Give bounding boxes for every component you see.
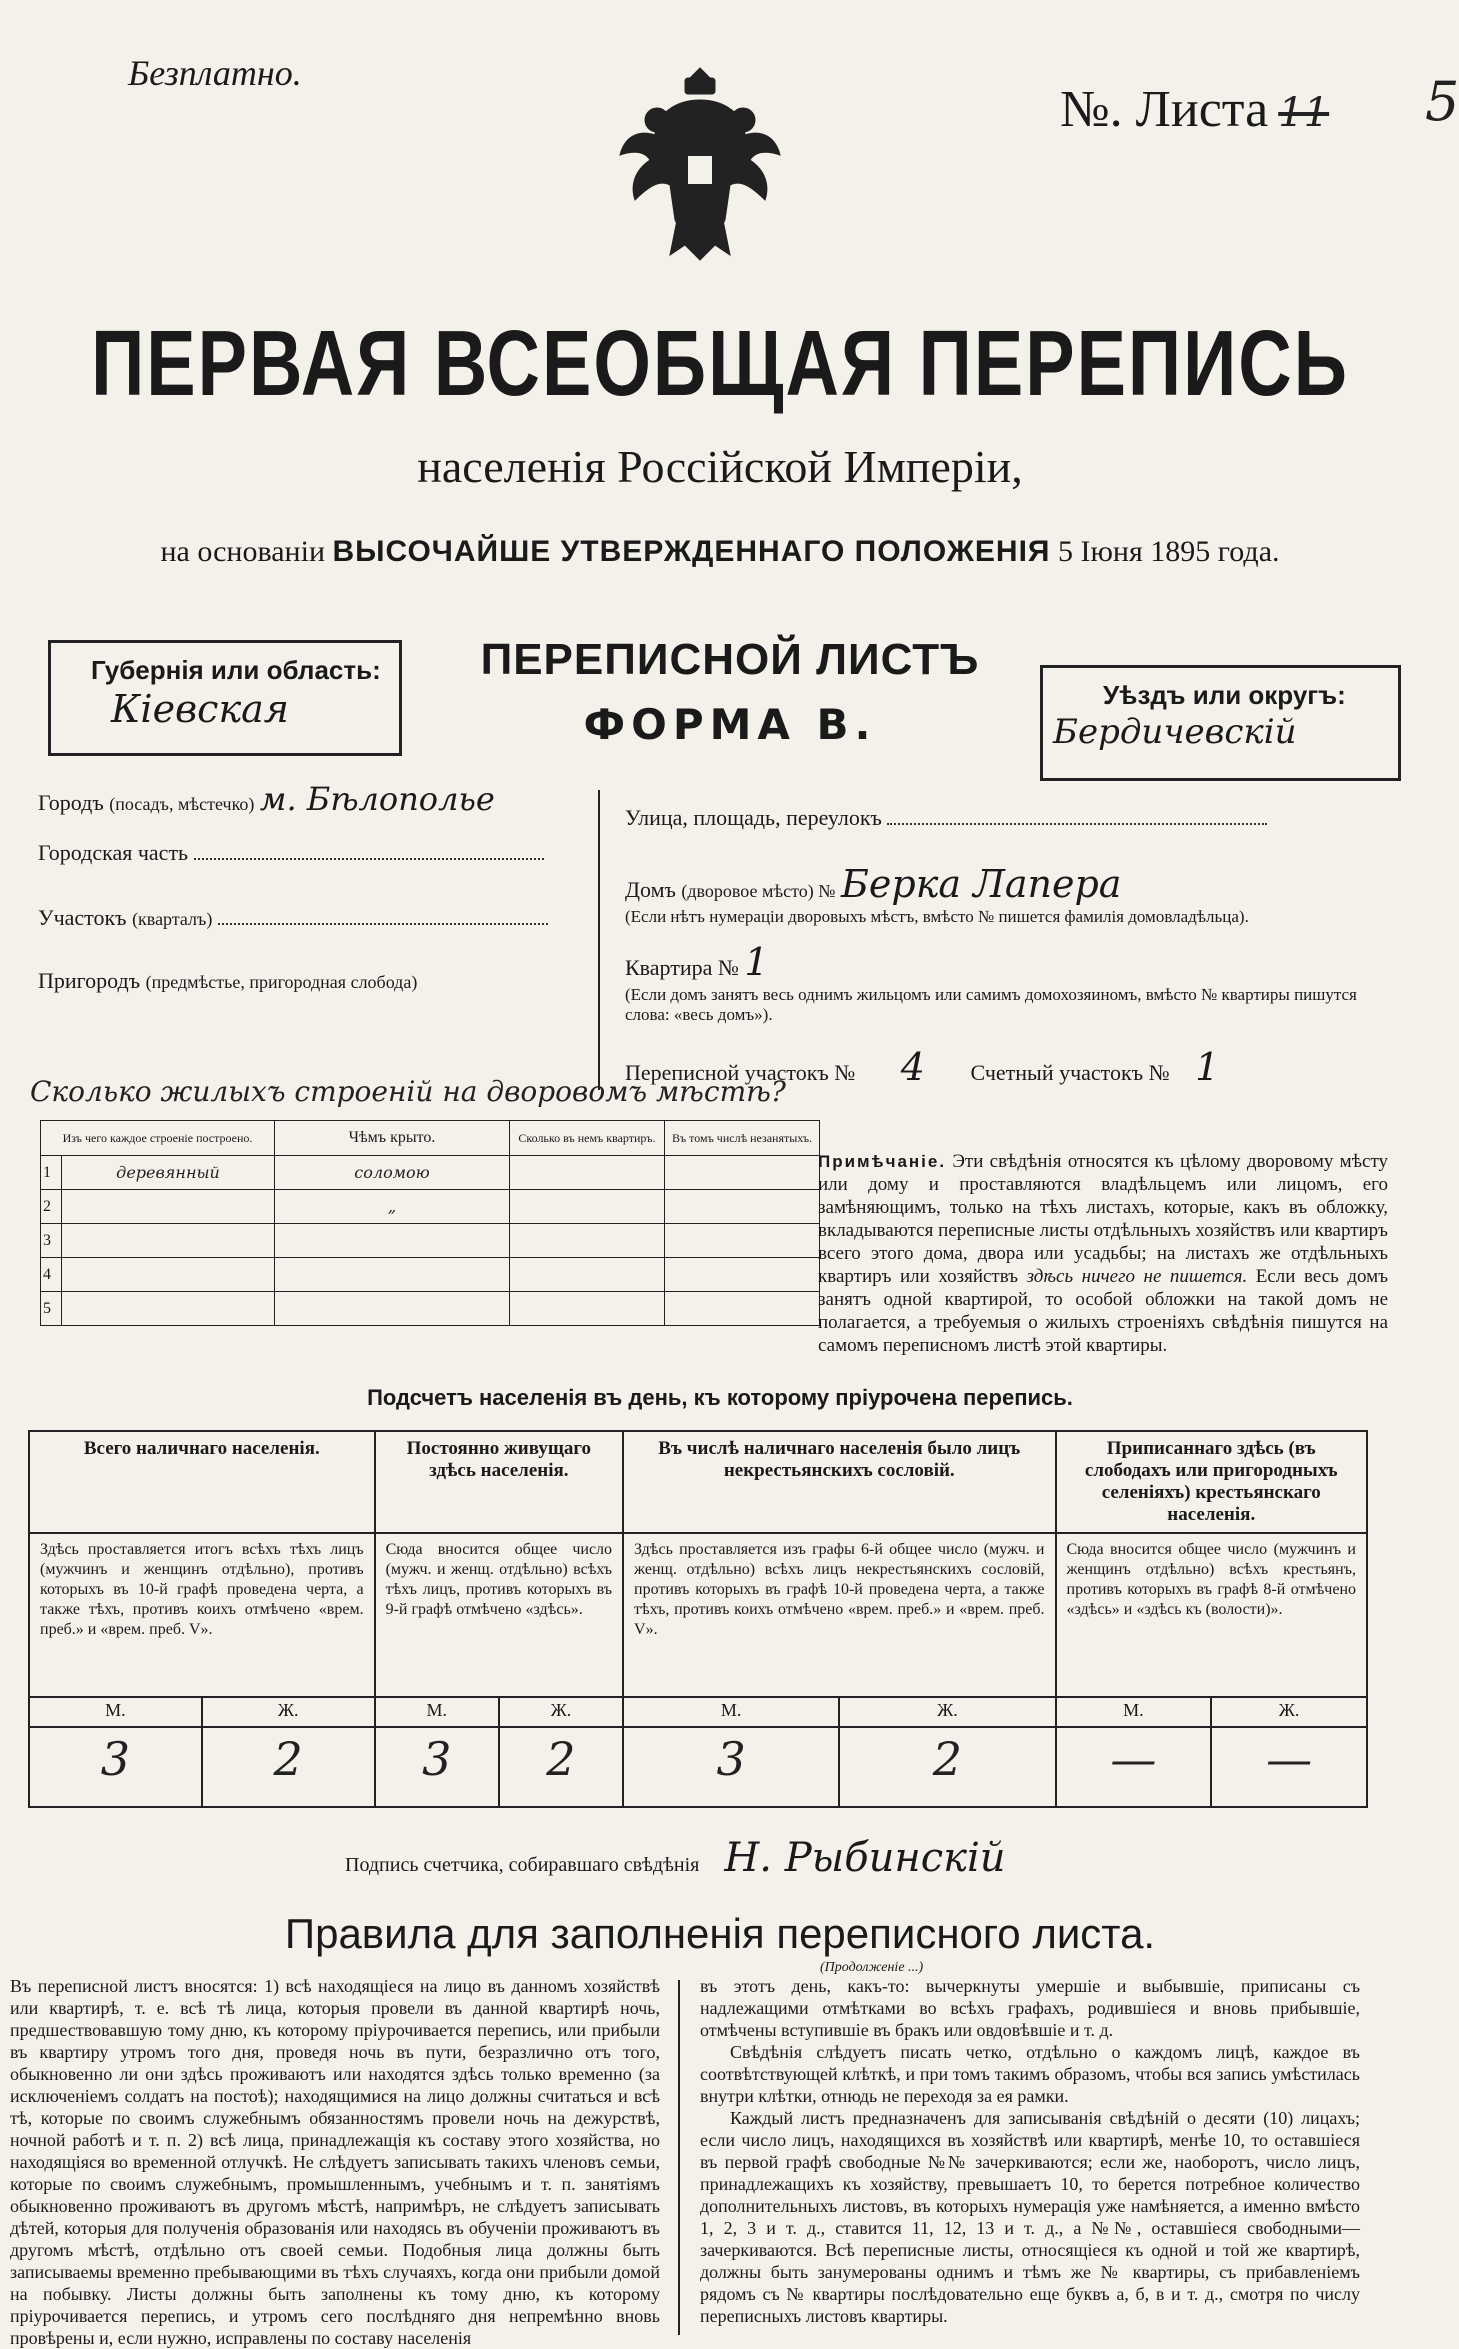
street-label: Улица, площадь, переулокъ — [625, 805, 882, 830]
bldg-roof — [275, 1292, 510, 1326]
bldg-apartments — [510, 1190, 665, 1224]
dom-value: Берка Лапера — [840, 862, 1122, 906]
note-block — [818, 1150, 1388, 1357]
form-title: ПЕРЕПИСНОЙ ЛИСТЪ — [480, 635, 980, 684]
rules-continued: (Продолженіе ...) — [820, 1960, 924, 1975]
field-divider — [598, 790, 600, 1090]
note-text: Эти свѣдѣнія относятся къ цѣлому дворовому мѣсту или дому и проставляются владѣльцемъ или лицомъ, его замѣняющимъ, только на тѣхъ листахъ, которые, какъ въ обложку, вкладываются переписные листы отдѣльныхъ хозяйствъ или квартиръ всего этого дома, двора или усадьбы; на листахъ же отдѣльныхъ квартиръ или хозяйствъ — [818, 1151, 1389, 1287]
buildings-question: Сколько жилыхъ строеній на дворовомъ мѣстѣ? — [30, 1075, 786, 1108]
pop-zh-label: Ж. — [839, 1697, 1055, 1727]
bldg-row — [41, 1156, 820, 1190]
bldg-roof — [275, 1258, 510, 1292]
sheet-number-label: №. Листа — [1060, 81, 1269, 138]
rules-right-p3: Каждый листъ предназначенъ для записыванія свѣдѣній о десяти (10) лицахъ; если число лицъ, находящихся въ хозяйствѣ или квартирѣ, менѣе 10, то оставшіеся въ первой графѣ свободные №№ зачеркиваются; если же, наоборотъ, число лицъ, принадлежащихъ къ хозяйству, превышаетъ 10, то берется потребное количество дополнительныхъ листовъ, въ которыхъ нумерація уже намѣняется, а именно вмѣсто 1, 2, 3 и т. д., ставится 11, 12, 13 и т. д., а №№, оставшіеся свободными—зачеркиваются. Всѣ переписные листы, относящіеся къ одной и той же квартирѣ, должны быть занумерованы однимъ и тѣмъ же № квартиры, съ прибавленіемъ рядомъ съ № квартиры послѣдовательно еще буквъ а, б, в и т. д., смотря по числу переписныхъ листовъ квартиры. — [700, 2108, 1360, 2326]
bldg-row — [41, 1258, 820, 1292]
basis-suffix: 5 Іюня 1895 года. — [1057, 535, 1280, 568]
uezd-box — [1040, 665, 1401, 781]
bldg-material: деревянный — [62, 1156, 275, 1190]
uezd-value: Бердичевскій — [1053, 712, 1297, 752]
chast-dots — [194, 858, 544, 860]
bldg-material — [62, 1292, 275, 1326]
kvartira-label: Квартира № — [625, 955, 739, 980]
gorod-field — [38, 780, 495, 818]
pop-permanent-zh: 2 — [499, 1727, 623, 1807]
pop-zh-label: Ж. — [1211, 1697, 1367, 1727]
bldg-row-num: 2 — [41, 1190, 62, 1224]
sheet-number-struck: 11 — [1278, 90, 1330, 136]
perepisnoy-value: 4 — [900, 1045, 925, 1089]
bldg-roof — [275, 1224, 510, 1258]
schetny-value: 1 — [1195, 1045, 1220, 1089]
pop-m-label: М. — [623, 1697, 839, 1727]
prigorod-field — [38, 968, 417, 994]
gubernia-value: Кіевская — [111, 687, 289, 731]
page-title: ПЕРВАЯ ВСЕОБЩАЯ ПЕРЕПИСЬ — [91, 311, 1349, 415]
pop-col-nonpeasant-title: Въ числѣ наличнаго населенія было лицъ некрестьянскихъ сословій. — [623, 1431, 1055, 1533]
bldg-col-roof: Чѣмъ крыто. — [275, 1121, 510, 1156]
street-field — [625, 805, 1267, 831]
rules-right-p1: въ этотъ день, какъ-то: вычеркнуты умершіе и выбывшіе, приписаны съ надлежащими отмѣтками во всѣхъ графахъ, родившіеся и вновь прибывшіе, отмѣчены вступившіе въ бракъ или овдовѣвшіе и т. д. — [700, 1976, 1360, 2040]
bldg-roof: „ — [275, 1190, 510, 1224]
bldg-material — [62, 1224, 275, 1258]
signature-value: Н. Рыбинскій — [724, 1835, 1006, 1881]
free-label: Безплатно. — [128, 53, 302, 93]
rules-left-column: Въ переписной листъ вносятся: 1) всѣ находящіеся на лицо въ данномъ хозяйствѣ или квартирѣ, т. е. всѣ тѣ лица, которыя провели въ данной квартирѣ ночь, предшествовавшую тому дню, къ которому пріурочивается перепись, или прибыли въ квартиру утромъ того дня, проведя ночь въ пути, безразлично отъ того, обыкновенно ли они здѣсь проживаютъ или находятся здѣсь только временно (за исключеніемъ солдатъ на постоѣ); находящимися на лицо должны считаться и всѣ тѣ, которые по своимъ служебнымъ обязанностямъ провели ночь на дежурствѣ, ночной работѣ и т. п. 2) всѣ лица, принадлежащія къ составу этого хозяйства, но находящіяся во временной отлучкѣ. Не слѣдуетъ записывать такихъ членовъ семьи, которые по своимъ служебнымъ, промышленнымъ, учебнымъ и т. п. занятіямъ обыкновенно проживаютъ въ другомъ мѣстѣ, напримѣръ, не слѣдуетъ записывать дѣтей, которыя для полученія образованія или находясь въ обученіи проживаютъ въ другомъ мѣстѣ, отдѣльно отъ своей семьи. Подобныя лица должны быть записываемы временно пребывающими въ тѣхъ случаяхъ, когда они прибыли домой на побывку. Листы должны быть заполнены къ тому дню, къ которому пріурочивается перепись, и утромъ сего послѣдняго дня непремѣнно вновь провѣрены и, если нужно, исправлены по составу населенія — [10, 1976, 660, 2348]
bldg-material — [62, 1258, 275, 1292]
bldg-apartments — [510, 1292, 665, 1326]
uchastok-label: Участокъ — [38, 905, 127, 930]
bldg-row-num: 1 — [41, 1156, 62, 1190]
rules-title: Правила для заполненія переписного листа. — [284, 1910, 1156, 1957]
chast-label: Городская часть — [38, 840, 189, 865]
basis-prefix: на основаніи — [160, 535, 326, 568]
sheet-number — [1060, 70, 1459, 139]
pop-col-nonpeasant-desc: Здѣсь проставляется изъ графы 6-й общее число (мужч. и женщ. отдѣльно) всѣхъ лицъ некрестьянскихъ сословій, противъ которыхъ въ графѣ 10-й проведена черта, а также тѣхъ, противъ коихъ отмѣчено «врем. преб.» и «врем. преб. V». — [623, 1533, 1055, 1697]
bldg-vacant — [665, 1258, 820, 1292]
kvartira-field — [625, 940, 769, 984]
schetny-label: Счетный участокъ № — [970, 1060, 1170, 1085]
bldg-vacant — [665, 1224, 820, 1258]
pop-nonpeasant-m: 3 — [623, 1727, 839, 1807]
rules-right-p2: Свѣдѣнія слѣдуетъ писать четко, отдѣльно о каждомъ лицѣ, каждое въ соотвѣтствующей клѣткѣ, и при томъ такимъ образомъ, чтобы вся запись умѣстилась внутри клѣтки, отнюдь не переходя за ея рамки. — [700, 2042, 1360, 2106]
gubernia-box — [48, 640, 402, 756]
signature-label: Подпись счетчика, собиравшаго свѣдѣнія — [345, 1854, 700, 1876]
double-headed-eagle-emblem — [615, 60, 785, 270]
gorod-label: Городъ — [38, 790, 104, 815]
pop-m-label: М. — [29, 1697, 202, 1727]
note-italic: здѣсь ничего не пишется. — [1026, 1266, 1248, 1287]
pop-col-peasant-title: Приписаннаго здѣсь (въ слободахъ или пригородныхъ селеніяхъ) крестьянскаго населенія. — [1056, 1431, 1368, 1533]
bldg-row-num: 4 — [41, 1258, 62, 1292]
pop-nonpeasant-zh: 2 — [839, 1727, 1055, 1807]
bldg-vacant — [665, 1292, 820, 1326]
pop-total-m: 3 — [29, 1727, 202, 1807]
pop-m-label: М. — [1056, 1697, 1212, 1727]
bldg-row — [41, 1224, 820, 1258]
pop-col-total-title: Всего наличнаго населенія. — [29, 1431, 375, 1533]
note-text2: Если весь домъ занятъ одной квартирой, то особой обложки на такой домъ не полагается, а требуемыя о жилыхъ строеніяхъ свѣдѣнія пишутся на самомъ переписномъ листѣ этой квартиры. — [818, 1266, 1389, 1356]
bldg-apartments — [510, 1156, 665, 1190]
bldg-row — [41, 1190, 820, 1224]
form-subtitle: ФОРМА В. — [583, 700, 877, 749]
bldg-vacant — [665, 1156, 820, 1190]
pop-peasant-zh: — — [1211, 1727, 1367, 1807]
kvartira-value: 1 — [744, 940, 769, 984]
pop-m-label: М. — [375, 1697, 499, 1727]
bldg-col-material: Изъ чего каждое строеніе построено. — [41, 1121, 275, 1156]
bldg-apartments — [510, 1224, 665, 1258]
street-dots — [887, 823, 1267, 825]
page-subtitle: населенія Россійской Имперіи, — [417, 441, 1023, 492]
chast-field — [38, 840, 544, 866]
pop-col-total-desc: Здѣсь проставляется итогъ всѣхъ тѣхъ лицъ (мужчинъ и женщинъ отдѣльно), противъ которыхъ въ 10-й графѣ проведена черта, а также тѣхъ, противъ коихъ отмѣчено «врем. преб.» и «врем. преб. V». — [29, 1533, 375, 1697]
sheet-number-value: 5 — [1425, 70, 1459, 133]
prigorod-label: Пригородъ — [38, 968, 141, 993]
pop-col-permanent-desc: Сюда вносится общее число (мужч. и женщ. отдѣльно) всѣхъ тѣхъ лицъ, противъ которыхъ въ 9-й графѣ отмѣчено «здѣсь». — [375, 1533, 623, 1697]
bldg-row-num: 3 — [41, 1224, 62, 1258]
bldg-material — [62, 1190, 275, 1224]
prigorod-sub: (предмѣстье, пригородная слобода) — [145, 972, 418, 992]
dom-label: Домъ — [625, 877, 676, 902]
dom-sub: (дворовое мѣсто) № — [681, 881, 836, 901]
pop-total-zh: 2 — [202, 1727, 375, 1807]
pop-col-peasant-desc: Сюда вносится общее число (мужчинъ и женщинъ отдѣльно) всѣхъ крестьянъ, противъ которыхъ въ графѣ 8-й отмѣчено «здѣсь» и «здѣсь къ (волости)». — [1056, 1533, 1368, 1697]
perepisnoy-label: Переписной участокъ № — [625, 1060, 856, 1085]
bldg-row-num: 5 — [41, 1292, 62, 1326]
kvartira-note: (Если домъ занятъ весь однимъ жильцомъ или самимъ домохозяиномъ, вмѣсто № квартиры пишутся слова: «весь домъ»). — [625, 985, 1357, 1024]
population-heading: Подсчетъ населенія въ день, къ которому пріурочена перепись. — [367, 1385, 1073, 1410]
legal-basis — [0, 535, 1440, 569]
dom-field — [625, 862, 1121, 906]
pop-peasant-m: — — [1056, 1727, 1212, 1807]
bldg-apartments — [510, 1258, 665, 1292]
buildings-table — [40, 1120, 820, 1326]
uchastok-field — [38, 905, 548, 931]
pop-col-permanent-title: Постоянно живущаго здѣсь населенія. — [375, 1431, 623, 1533]
gubernia-label: Губернія или область: — [91, 655, 381, 685]
gorod-value: м. Бѣлополье — [259, 780, 495, 818]
bldg-col-vacant: Въ томъ числѣ незанятыхъ. — [665, 1121, 820, 1156]
dom-note: (Если нѣтъ нумераціи дворовыхъ мѣстъ, вмѣсто № пишется фамилія домовладѣльца). — [625, 907, 1249, 926]
note-head: Примѣчаніе. — [818, 1152, 947, 1171]
uezd-label: Уѣздъ или округъ: — [1103, 680, 1346, 710]
bldg-vacant — [665, 1190, 820, 1224]
pop-zh-label: Ж. — [202, 1697, 375, 1727]
gorod-sub: (посадъ, мѣстечко) — [109, 794, 255, 814]
basis-bold: ВЫСОЧАЙШЕ УТВЕРЖДЕННАГО ПОЛОЖЕНІЯ — [332, 535, 1051, 568]
bldg-col-apartments: Сколько въ немъ квартиръ. — [510, 1121, 665, 1156]
signature-field — [345, 1835, 1006, 1881]
rules-divider — [678, 1980, 680, 2335]
uchastok-dots — [218, 923, 548, 925]
rules-right-column — [700, 1975, 1360, 2335]
bldg-row — [41, 1292, 820, 1326]
bldg-roof: соломою — [275, 1156, 510, 1190]
population-table — [28, 1430, 1368, 1808]
uchastok-sub: (кварталъ) — [132, 909, 213, 929]
pop-permanent-m: 3 — [375, 1727, 499, 1807]
pop-zh-label: Ж. — [499, 1697, 623, 1727]
